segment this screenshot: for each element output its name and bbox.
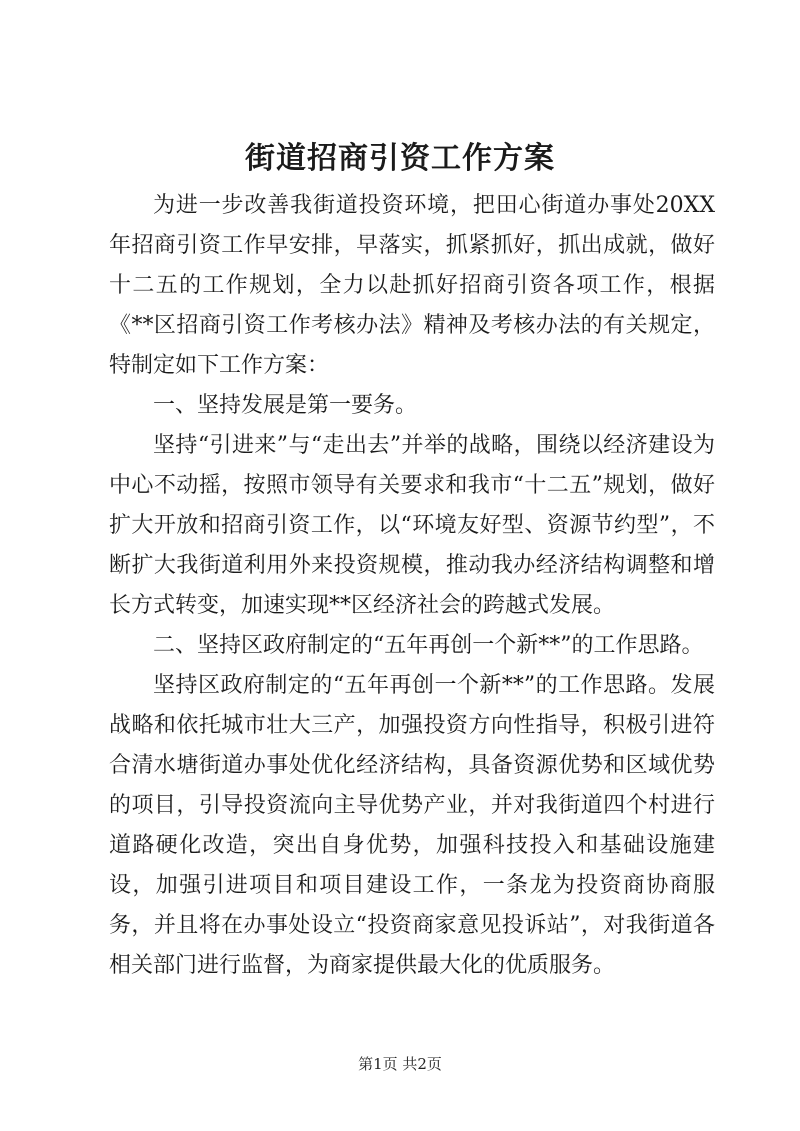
section-paragraph-2: 坚持区政府制定的“五年再创一个新**”的工作思路。发展战略和依托城市壮大三产，加强投资方向性指导，积极引进符合清水塘街道办事处优化经济结构，具备资源优势和区域优势的项目，引导投资流向主导优势产业，并对我街道四个村进行道路硬化改造，突出自身优势，加强科技投入和基础设施建设，加强引进项目和项目建设工作，一条龙为投资商协商服务，并且将在办事处设立“投资商家意见投诉站”，对我街道各相关部门进行监督，为商家提供最大化的优质服务。 (109, 673, 715, 978)
document-body (109, 186, 715, 986)
section-heading-2: 二、坚持区政府制定的“五年再创一个新**”的工作思路。 (153, 633, 704, 658)
document-title: 街道招商引资工作方案 (245, 141, 555, 176)
section-heading-1: 一、坚持发展是第一要务。 (153, 393, 418, 418)
section-paragraph-1: 坚持“引进来”与“走出去”并举的战略，围绕以经济建设为中心不动摇，按照市领导有关要求和我市“十二五”规划，做好扩大开放和招商引资工作，以“环境友好型、资源节约型”，不断扩大我街道利用外来投资规模，推动我办经济结构调整和增长方式转变，加速实现**区经济社会的跨越式发展。 (109, 433, 715, 618)
intro-paragraph: 为进一步改善我街道投资环境，把田心街道办事处20XX年招商引资工作早安排，早落实，抓紧抓好，抓出成就，做好十二五的工作规划，全力以赴抓好招商引资各项工作，根据《**区招商引资工作考核办法》精神及考核办法的有关规定，特制定如下工作方案： (109, 193, 715, 378)
page-number-footer: 第1页 共2页 (358, 1055, 442, 1073)
